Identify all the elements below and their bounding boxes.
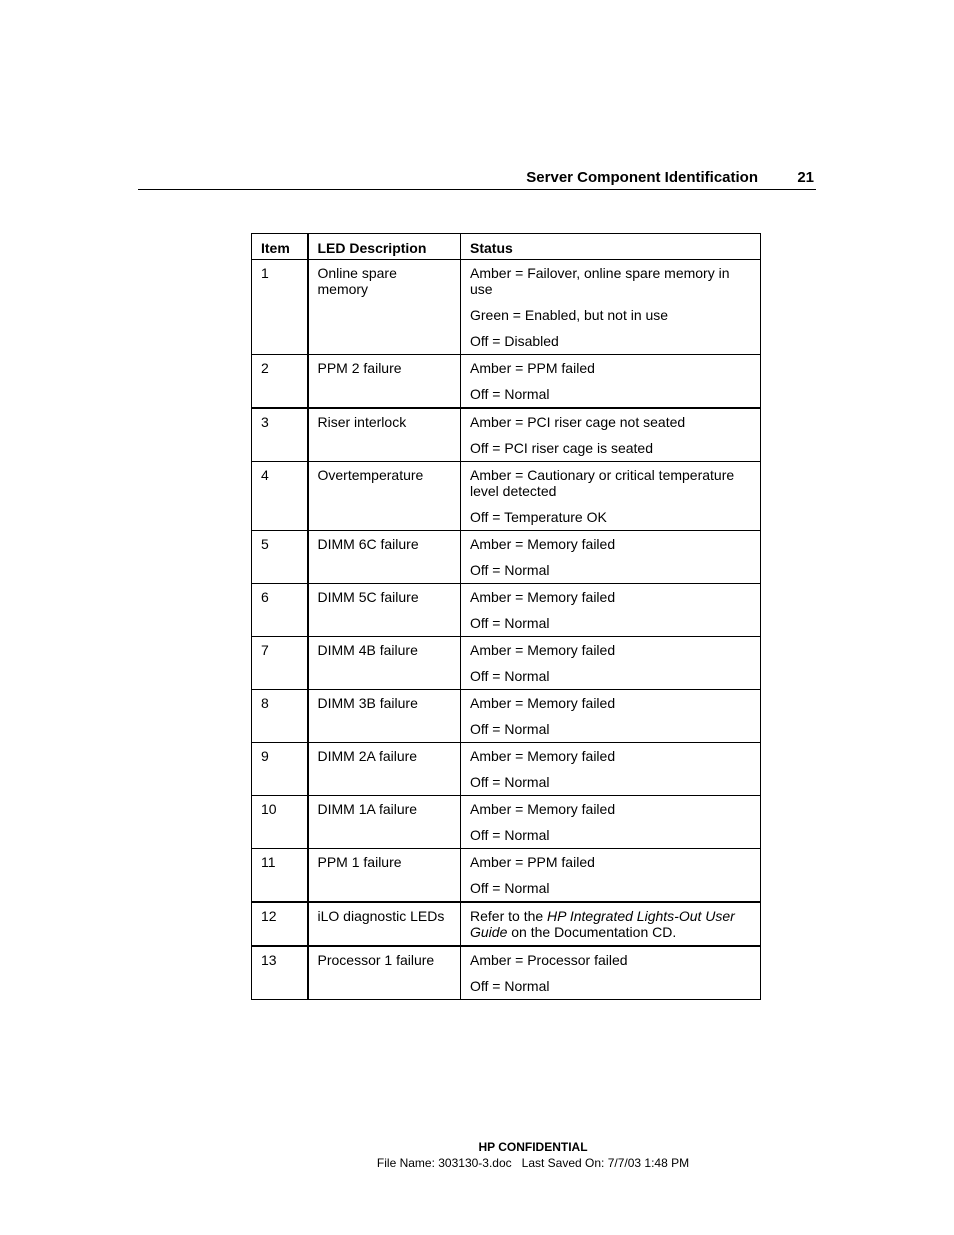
status-line: Amber = PPM failed	[470, 360, 595, 376]
status-line: Amber = Cautionary or critical temperature level detected	[470, 467, 735, 499]
status-line: Amber = Processor failed	[470, 952, 628, 968]
status-line: Amber = Memory failed	[470, 536, 616, 552]
guide-title: HP Integrated Lights-Out User Guide	[470, 908, 735, 940]
status-line: Off = Normal	[470, 880, 550, 896]
cell-item: 4	[252, 462, 308, 531]
table-row	[252, 355, 761, 409]
cell-status	[461, 408, 761, 462]
status-line: Off = Normal	[470, 562, 550, 578]
cell-item: 5	[252, 531, 308, 584]
status-line: Off = Disabled	[470, 333, 559, 349]
table-row	[252, 637, 761, 690]
cell-item: 8	[252, 690, 308, 743]
status-line: Amber = Failover, online spare memory in use	[470, 265, 730, 297]
cell-status	[461, 849, 761, 903]
cell-item: 3	[252, 408, 308, 462]
status-line: Amber = Memory failed	[470, 695, 616, 711]
cell-led-description: DIMM 1A failure	[308, 796, 461, 849]
status-line: Amber = Memory failed	[470, 642, 616, 658]
status-line: Amber = PCI riser cage not seated	[470, 414, 686, 430]
cell-item: 7	[252, 637, 308, 690]
status-line: Off = Normal	[470, 615, 550, 631]
cell-led-description: DIMM 2A failure	[308, 743, 461, 796]
cell-led-description: PPM 2 failure	[308, 355, 461, 409]
status-line: Amber = Memory failed	[470, 801, 616, 817]
status-line: Off = Temperature OK	[470, 509, 607, 525]
led-table	[251, 233, 761, 1000]
cell-status	[461, 462, 761, 531]
table-body	[252, 260, 761, 1000]
cell-led-description: iLO diagnostic LEDs	[308, 902, 461, 946]
status-line: Off = PCI riser cage is seated	[470, 440, 653, 456]
cell-status	[461, 902, 761, 946]
table-row	[252, 743, 761, 796]
cell-item: 2	[252, 355, 308, 409]
status-line: Off = Normal	[470, 774, 550, 790]
cell-status	[461, 584, 761, 637]
status-text: Refer to the	[470, 908, 548, 924]
cell-item: 12	[252, 902, 308, 946]
status-line: Off = Normal	[470, 721, 550, 737]
table-row	[252, 902, 761, 946]
file-info: File Name: 303130-3.doc Last Saved On: 7/7/03 1:48 PM	[376, 1156, 690, 1170]
cell-status	[461, 690, 761, 743]
table-row	[252, 462, 761, 531]
cell-item: 6	[252, 584, 308, 637]
cell-item: 11	[252, 849, 308, 903]
status-line: Off = Normal	[470, 978, 550, 994]
table-row	[252, 260, 761, 355]
status-line: Off = Normal	[470, 827, 550, 843]
cell-led-description: DIMM 5C failure	[308, 584, 461, 637]
status-line: Amber = PPM failed	[470, 854, 595, 870]
cell-item: 10	[252, 796, 308, 849]
table-row	[252, 849, 761, 903]
cell-status	[461, 743, 761, 796]
table-row	[252, 690, 761, 743]
cell-led-description: Processor 1 failure	[308, 946, 461, 1000]
table-row	[252, 584, 761, 637]
status-line: Off = Normal	[470, 668, 550, 684]
column-header-led-description: LED Description	[308, 234, 461, 260]
table-row	[252, 408, 761, 462]
status-line: Amber = Memory failed	[470, 589, 616, 605]
status-line	[470, 908, 751, 940]
section-title: Server Component Identification	[526, 169, 758, 186]
column-header-item: Item	[252, 234, 308, 260]
table-row	[252, 796, 761, 849]
table-row	[252, 531, 761, 584]
cell-status	[461, 637, 761, 690]
cell-status	[461, 531, 761, 584]
cell-led-description: DIMM 4B failure	[308, 637, 461, 690]
cell-led-description: Online spare memory	[308, 260, 461, 355]
confidential-notice: HP CONFIDENTIAL	[478, 1140, 588, 1154]
page-header	[138, 168, 816, 190]
status-line: Amber = Memory failed	[470, 748, 616, 764]
page-number: 21	[797, 169, 814, 186]
cell-item: 1	[252, 260, 308, 355]
status-line: Green = Enabled, but not in use	[470, 307, 669, 323]
cell-status	[461, 355, 761, 409]
table-header-row	[252, 234, 761, 260]
cell-status	[461, 260, 761, 355]
cell-status	[461, 946, 761, 1000]
cell-led-description: DIMM 3B failure	[308, 690, 461, 743]
status-text: on the Documentation CD.	[507, 924, 677, 940]
cell-led-description: DIMM 6C failure	[308, 531, 461, 584]
cell-led-description: Riser interlock	[308, 408, 461, 462]
column-header-status: Status	[461, 234, 761, 260]
cell-status	[461, 796, 761, 849]
status-line: Off = Normal	[470, 386, 550, 402]
table-row	[252, 946, 761, 1000]
cell-item: 13	[252, 946, 308, 1000]
cell-led-description: Overtemperature	[308, 462, 461, 531]
cell-item: 9	[252, 743, 308, 796]
cell-led-description: PPM 1 failure	[308, 849, 461, 903]
